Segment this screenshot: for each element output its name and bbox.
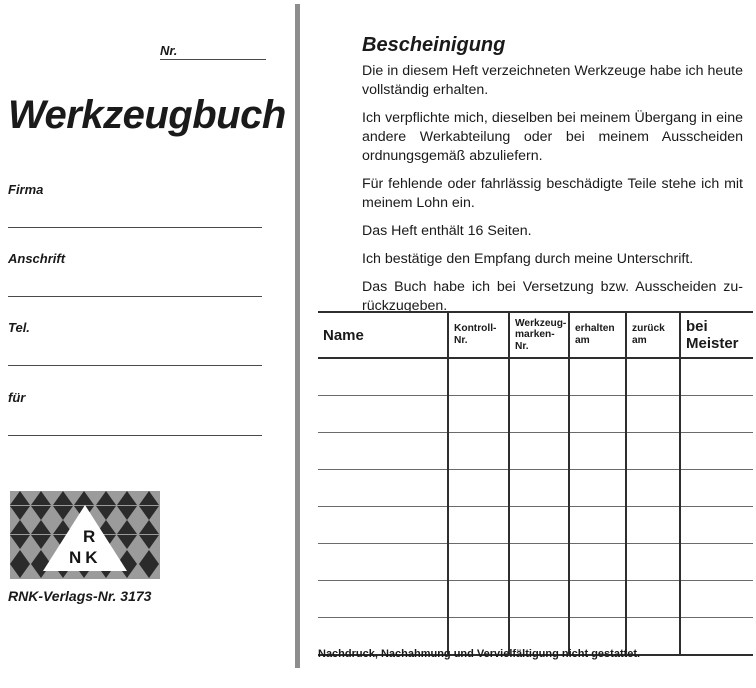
table-column-header-label: zurück am — [632, 323, 665, 346]
triangle-shape — [10, 520, 30, 534]
table-cell[interactable] — [448, 358, 509, 396]
table-cell[interactable] — [318, 507, 448, 544]
table-row[interactable] — [318, 358, 753, 396]
table-cell[interactable] — [626, 544, 680, 581]
table-column-header-label: bei Meister — [686, 318, 739, 352]
table-cell[interactable] — [318, 358, 448, 396]
fuer-field[interactable] — [8, 391, 262, 436]
table-row[interactable] — [318, 581, 753, 618]
triangle-shape — [96, 491, 116, 505]
triangle-row — [10, 491, 160, 506]
table-body — [318, 358, 753, 655]
table-column-header-label: Werkzeug- marken- Nr. — [515, 317, 567, 352]
table-cell[interactable] — [680, 433, 753, 470]
table-cell[interactable] — [626, 396, 680, 433]
table-cell[interactable] — [680, 507, 753, 544]
triangle-shape — [139, 564, 159, 578]
table-cell[interactable] — [318, 581, 448, 618]
table-cell[interactable] — [448, 581, 509, 618]
triangle-shape — [139, 491, 159, 505]
table-cell[interactable] — [569, 544, 626, 581]
table-cell[interactable] — [318, 396, 448, 433]
table-cell[interactable] — [680, 544, 753, 581]
table-cell[interactable] — [448, 396, 509, 433]
triangle-shape — [10, 506, 30, 520]
certificate-body — [362, 62, 743, 316]
table-header-row — [318, 312, 753, 358]
firma-field-label: Firma — [8, 182, 44, 197]
table-cell[interactable] — [680, 396, 753, 433]
table-cell[interactable] — [569, 396, 626, 433]
table-column-header-label: erhalten am — [575, 323, 615, 346]
table-cell[interactable] — [509, 581, 569, 618]
certificate-paragraph: Ich verpflichte mich, dieselben bei meinem Übergang in eine andere Werkabteilung oder bei meinem Ausscheiden ordnungsgemäß abzuliefern. — [362, 110, 743, 164]
table-cell[interactable] — [626, 358, 680, 396]
table-column-header — [509, 312, 569, 358]
certificate-paragraph: Das Buch habe ich bei Versetzung bzw. Ausscheiden zurückzugeben. — [362, 279, 743, 314]
table-row[interactable] — [318, 396, 753, 433]
table-column-header — [569, 312, 626, 358]
tool-record-table — [318, 311, 753, 656]
fuer-field-label: für — [8, 390, 26, 405]
table-cell[interactable] — [680, 581, 753, 618]
table-cell[interactable] — [680, 358, 753, 396]
table-cell[interactable] — [509, 396, 569, 433]
logo-lettering — [43, 505, 127, 571]
triangle-shape — [117, 491, 137, 505]
fuer-field-rule — [8, 435, 262, 436]
table-cell[interactable] — [569, 507, 626, 544]
anschrift-field-label: Anschrift — [8, 251, 66, 266]
table-cell[interactable] — [509, 470, 569, 507]
table-column-header-label: Name — [323, 326, 364, 344]
table-row[interactable] — [318, 507, 753, 544]
table-cell[interactable] — [569, 470, 626, 507]
table-column-header — [626, 312, 680, 358]
rnk-logo — [10, 491, 160, 579]
table-cell[interactable] — [509, 358, 569, 396]
table-cell[interactable] — [448, 507, 509, 544]
triangle-shape — [10, 535, 30, 549]
page-title: Werkzeugbuch — [8, 93, 286, 137]
table-cell[interactable] — [680, 618, 753, 656]
table-column-header — [448, 312, 509, 358]
table-cell[interactable] — [509, 433, 569, 470]
table-row[interactable] — [318, 470, 753, 507]
table-cell[interactable] — [509, 507, 569, 544]
page-divider — [295, 4, 300, 668]
table-cell[interactable] — [626, 507, 680, 544]
table-column-header — [318, 312, 448, 358]
cover-panel — [0, 0, 290, 688]
firma-field[interactable] — [8, 183, 262, 228]
table-cell[interactable] — [680, 470, 753, 507]
triangle-shape — [10, 564, 30, 578]
copyright-notice: Nachdruck, Nachahmung und Vervielfältigung nicht gestattet. — [318, 648, 641, 660]
number-field[interactable] — [160, 44, 266, 60]
table-column-header-label: Kontroll- Nr. — [454, 323, 497, 346]
triangle-shape — [139, 520, 159, 534]
triangle-shape — [139, 550, 159, 564]
table-cell[interactable] — [318, 433, 448, 470]
triangle-shape — [139, 535, 159, 549]
certificate-paragraph: Ich bestätige den Empfang durch meine Unterschrift. — [362, 251, 694, 267]
table-cell[interactable] — [509, 544, 569, 581]
triangle-shape — [53, 491, 73, 505]
certificate-paragraph: Das Heft enthält 16 Seiten. — [362, 223, 532, 239]
table-cell[interactable] — [318, 470, 448, 507]
certificate-paragraph: Für fehlende oder fahrlässig beschädigte Teile stehe ich mit meinem Lohn ein. — [362, 176, 743, 211]
number-field-label: Nr. — [160, 43, 178, 58]
firma-field-rule — [8, 227, 262, 228]
certificate-paragraph: Die in diesem Heft verzeichneten Werkzeuge habe ich heute vollständig erhalten. — [362, 63, 743, 98]
triangle-shape — [31, 491, 51, 505]
table-row[interactable] — [318, 433, 753, 470]
telefon-field-label: Tel. — [8, 320, 30, 335]
table-cell[interactable] — [569, 581, 626, 618]
triangle-shape — [74, 491, 94, 505]
table-cell[interactable] — [318, 544, 448, 581]
publisher-number: RNK-Verlags-Nr. 3173 — [8, 588, 152, 604]
table-cell[interactable] — [448, 470, 509, 507]
triangle-shape — [10, 491, 30, 505]
certificate-panel — [310, 0, 756, 688]
table-cell[interactable] — [569, 433, 626, 470]
triangle-shape — [10, 550, 30, 564]
anschrift-field[interactable] — [8, 252, 262, 297]
logo-letter-r: R — [83, 527, 96, 546]
table-cell[interactable] — [626, 470, 680, 507]
table-cell[interactable] — [626, 433, 680, 470]
table-cell[interactable] — [569, 358, 626, 396]
table-column-header — [680, 312, 753, 358]
telefon-field-rule — [8, 365, 262, 366]
telefon-field[interactable] — [8, 321, 262, 366]
logo-letter-nk: NK — [69, 548, 102, 567]
anschrift-field-rule — [8, 296, 262, 297]
certificate-heading: Bescheinigung — [362, 34, 506, 56]
table-cell[interactable] — [626, 581, 680, 618]
table-row[interactable] — [318, 544, 753, 581]
triangle-shape — [139, 506, 159, 520]
table-cell[interactable] — [448, 544, 509, 581]
table-cell[interactable] — [448, 433, 509, 470]
